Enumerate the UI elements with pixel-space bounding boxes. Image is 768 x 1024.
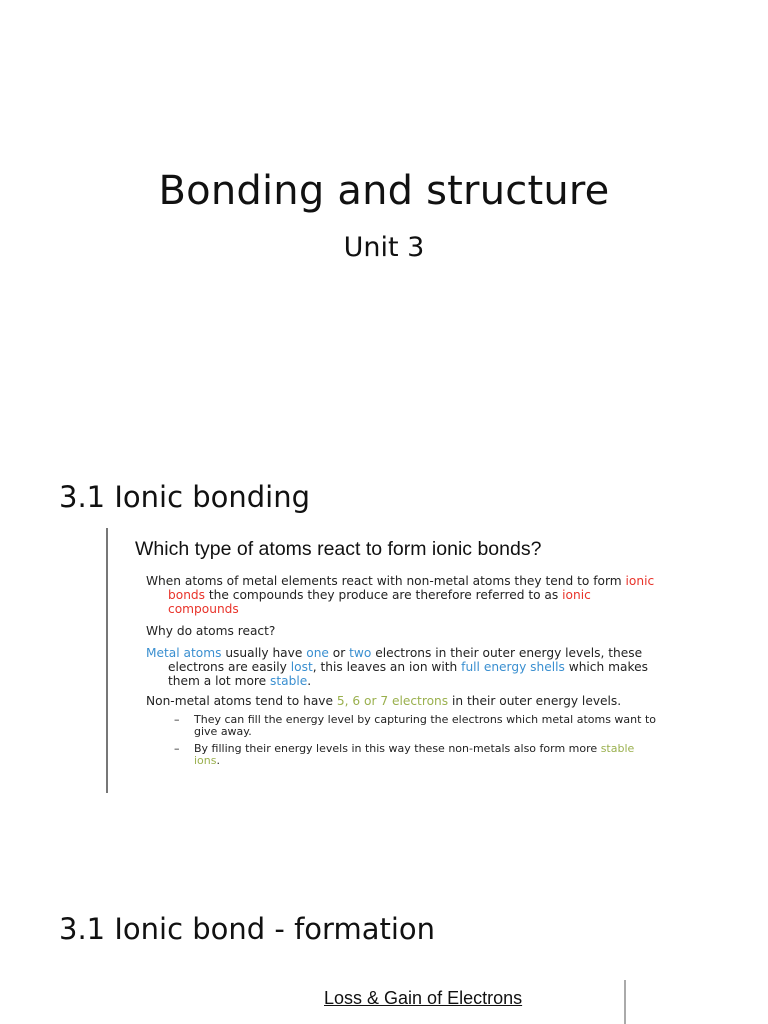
text-run: in their outer energy levels. (448, 694, 622, 708)
slide-loss-gain-electrons (236, 980, 626, 1024)
text-run: When atoms of metal elements react with non-metal atoms they tend to form (146, 574, 626, 588)
highlight-electron-count: 5, 6 or 7 electrons (336, 694, 449, 708)
bullet-dash: – (174, 713, 180, 726)
highlight-metal-atoms: Metal atoms (146, 646, 222, 660)
paragraph-metal-atoms (146, 646, 656, 688)
text-run: electrons in their outer energy levels, these electrons are easily (168, 646, 643, 674)
slide-ionic-bonds (106, 528, 668, 793)
highlight-one: one (306, 646, 329, 660)
question-why-react: Why do atoms react? (146, 624, 276, 638)
paragraph-non-metal-atoms (146, 694, 656, 708)
highlight-ionic-bonds: ionic bonds (168, 574, 655, 602)
section-heading-ionic-bond-formation: 3.1 Ionic bond - formation (59, 912, 436, 946)
text-run: . (216, 754, 220, 767)
list-item (146, 743, 656, 767)
slide-body (146, 574, 656, 772)
highlight-ionic-compounds: ionic compounds (168, 588, 591, 616)
text-run: . (307, 674, 312, 688)
text-run: usually have (221, 646, 307, 660)
bullet-dash: – (174, 742, 180, 755)
slide-title: Loss & Gain of Electrons (324, 988, 523, 1008)
bullet-list (146, 714, 656, 767)
text-run: Non-metal atoms tend to have (146, 694, 337, 708)
text-run: which makes them a lot more (168, 660, 648, 688)
highlight-lost: lost (290, 660, 313, 674)
highlight-two: two (349, 646, 372, 660)
text-run: the compounds they produce are therefore referred to as (205, 588, 563, 602)
paragraph-ionic-intro (146, 574, 656, 616)
text-run: or (328, 646, 350, 660)
document-subtitle: Unit 3 (343, 232, 425, 263)
section-heading-ionic-bonding: 3.1 Ionic bonding (59, 480, 311, 514)
list-item (146, 714, 656, 738)
highlight-stable: stable (270, 674, 308, 688)
text-run: , this leaves an ion with (312, 660, 462, 674)
highlight-stable-ions: stable ions (194, 742, 635, 767)
highlight-full-energy-shells: full energy shells (461, 660, 565, 674)
slide-title: Which type of atoms react to form ionic bonds? (135, 538, 542, 560)
bullet-text: They can fill the energy level by capturing the electrons which metal atoms want to give away. (194, 713, 656, 738)
document-title: Bonding and structure (158, 168, 610, 214)
bullet-text: By filling their energy levels in this way these non-metals also form more (194, 742, 601, 755)
